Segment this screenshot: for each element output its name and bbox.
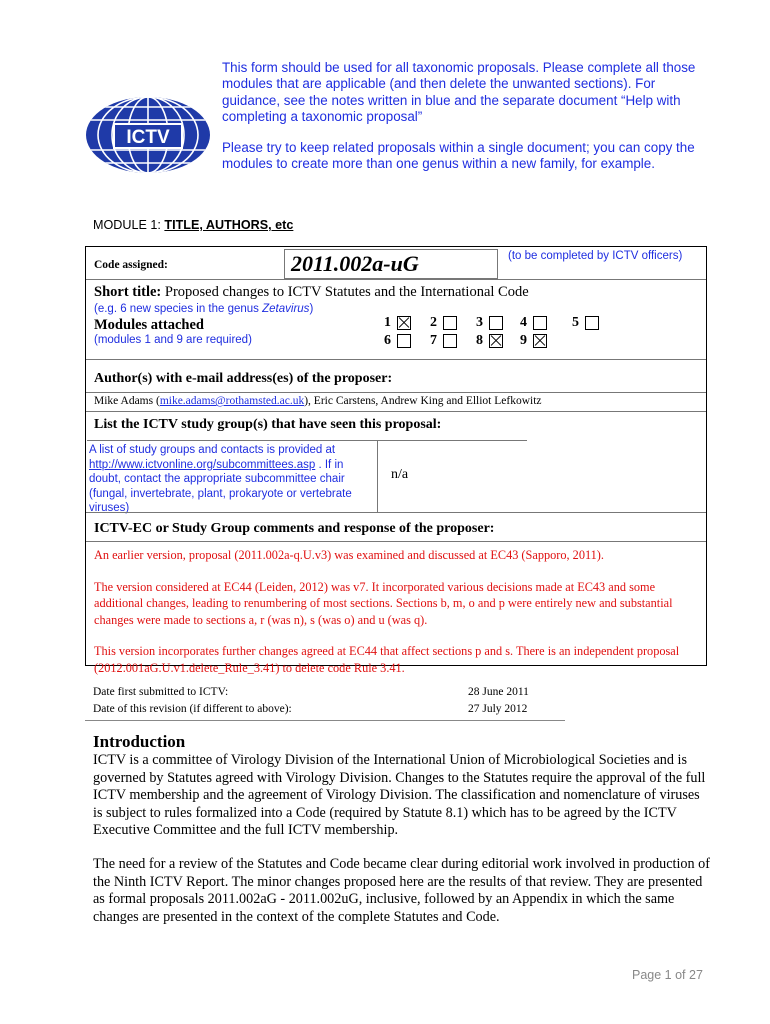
code-assigned-field[interactable] — [284, 249, 498, 279]
module-checkbox-5[interactable] — [572, 315, 599, 331]
module-checkbox-9[interactable] — [520, 333, 547, 349]
ec-comments-heading: ICTV-EC or Study Group comments and response of the proposer: — [94, 521, 495, 536]
form-instructions — [222, 60, 712, 186]
study-groups-heading: List the ICTV study group(s) that have seen this proposal: — [94, 417, 442, 432]
modules-attached-label: Modules attached — [94, 317, 204, 333]
module-checkbox-7[interactable] — [430, 333, 457, 349]
author-first: Mike Adams ( — [94, 395, 160, 407]
short-title-example — [94, 303, 313, 315]
code-assigned-label: Code assigned: — [94, 259, 168, 271]
divider — [86, 359, 706, 360]
module-num: 6 — [384, 333, 391, 348]
checkbox-empty-icon — [443, 316, 457, 330]
page-number: Page 1 of 27 — [632, 968, 703, 982]
checkbox-checked-icon — [489, 334, 503, 348]
module-num: 3 — [476, 315, 483, 330]
introduction-body — [93, 752, 711, 942]
instructions-para-1: This form should be used for all taxonomic proposals. Please complete all those modules that are applicable (and then delete the unwanted sections). For guidance, see the notes written in blue and the separate document “Help with completing a taxonomic proposal” — [222, 60, 696, 125]
date-submitted-label: Date first submitted to ICTV: — [93, 686, 229, 698]
modules-required-note: (modules 1 and 9 are required) — [94, 334, 252, 346]
divider — [85, 720, 565, 721]
example-suffix: ) — [309, 303, 314, 315]
module-heading — [93, 218, 293, 232]
date-revision-row — [93, 701, 573, 718]
introduction-para-2: The need for a review of the Statutes and Code became clear during editorial work involved in production of the Ninth ICTV Report. The minor changes proposed here are the results of that review. They are presented as formal proposals 2011.002aG - 2011.002uG, inclusive, followed by an Appendix in which the same changes are presented in the context of the complete Statutes and Code. — [93, 855, 710, 925]
ictv-officers-note: (to be completed by ICTV officers) — [508, 250, 683, 262]
short-title — [94, 284, 529, 301]
ec-comment-para-1: An earlier version, proposal (2011.002a-q.U.v3) was examined and discussed at EC43 (Sapporo, 2011). — [94, 548, 604, 562]
checkbox-empty-icon — [533, 316, 547, 330]
divider — [86, 279, 706, 280]
checkbox-empty-icon — [489, 316, 503, 330]
authors-value — [94, 395, 542, 407]
divider — [86, 411, 706, 412]
module-checkbox-3[interactable] — [476, 315, 503, 331]
study-groups-help — [89, 443, 377, 516]
checkbox-checked-icon — [397, 316, 411, 330]
checkbox-empty-icon — [443, 334, 457, 348]
code-assigned-value: 2011.002a-uG — [291, 251, 419, 276]
ec-comment-para-3: This version incorporates further changes agreed at EC44 that affect sections p and s. There is an independent proposal (2012.001aG.U.v1.delete_Rule_3.41) to delete code Rule 3.41. — [94, 644, 680, 675]
module-num: 8 — [476, 333, 483, 348]
study-groups-value[interactable]: n/a — [391, 467, 409, 482]
date-revision-label: Date of this revision (if different to above): — [93, 703, 292, 715]
divider — [86, 541, 706, 542]
short-title-label: Short title: — [94, 284, 162, 300]
help-prefix: A list of study groups and contacts is provided at — [89, 444, 336, 456]
date-submitted-value: 28 June 2011 — [468, 686, 529, 698]
subcommittees-link[interactable]: http://www.ictvonline.org/subcommittees.asp — [89, 458, 316, 471]
study-groups-table — [87, 440, 527, 513]
date-submitted-row — [93, 684, 573, 701]
example-genus: Zetavirus — [262, 303, 310, 315]
checkbox-empty-icon — [585, 316, 599, 330]
ec-comment-para-2: The version considered at EC44 (Leiden, 2012) was v7. It incorporated various decisions made at EC43 and some additional changes, leading to renumbering of most sections. Sections b, m, o and p were entirely new and substantial changes were made to sections a, r (was n), s (was o) and u (was q). — [94, 579, 673, 627]
authors-rest: ), Eric Carstens, Andrew King and Elliot Lefkowitz — [304, 395, 542, 407]
module-num: 4 — [520, 315, 527, 330]
module-num: 9 — [520, 333, 527, 348]
study-groups-help-cell — [87, 441, 378, 513]
divider — [86, 392, 706, 393]
module-checkbox-8[interactable] — [476, 333, 503, 349]
date-revision-value: 27 July 2012 — [468, 703, 528, 715]
module-checkbox-2[interactable] — [430, 315, 457, 331]
module-prefix: MODULE 1: — [93, 218, 165, 232]
divider — [86, 512, 706, 513]
instructions-para-2: Please try to keep related proposals within a single document; you can copy the modules to create more than one genus within a new family, for example. — [222, 139, 695, 172]
module-num: 2 — [430, 315, 437, 330]
ec-comments-body — [94, 547, 702, 691]
logo-text: ICTV — [126, 127, 170, 148]
checkbox-empty-icon — [397, 334, 411, 348]
checkbox-checked-icon — [533, 334, 547, 348]
module-checkbox-6[interactable] — [384, 333, 411, 349]
module-form-box — [85, 246, 707, 675]
introduction-heading: Introduction — [93, 732, 186, 751]
module-title: TITLE, AUTHORS, etc — [164, 218, 294, 232]
dates-table — [93, 684, 573, 718]
help-suffix: . If in doubt, contact the appropriate subcommittee chair (fungal, invertebrate, plant, prokaryote or vertebrate viruses) — [89, 458, 352, 514]
example-prefix: (e.g. 6 new species in the genus — [94, 303, 263, 315]
short-title-value[interactable]: Proposed changes to ICTV Statutes and the International Code — [164, 284, 529, 300]
authors-heading: Author(s) with e-mail address(es) of the proposer: — [94, 371, 393, 386]
author-email-link[interactable]: mike.adams@rothamsted.ac.uk — [159, 395, 305, 407]
ictv-logo — [84, 94, 212, 176]
module-num: 1 — [384, 315, 391, 330]
introduction-para-1: ICTV is a committee of Virology Division of the International Union of Microbiological Societies and is governed by Statutes agreed with Virology Division. Changes to the Statutes require the approval of the full ICTV membership and the agreement of Virology Division. The classification and nomenclature of viruses is subject to rules formalized into a Code (required by Statute 8.1) which has to be agreed by the ICTV Executive Committee and the full ICTV membership. — [93, 752, 706, 839]
module-num: 7 — [430, 333, 437, 348]
module-checkbox-1[interactable] — [384, 315, 411, 331]
module-num: 5 — [572, 315, 579, 330]
module-checkbox-4[interactable] — [520, 315, 547, 331]
